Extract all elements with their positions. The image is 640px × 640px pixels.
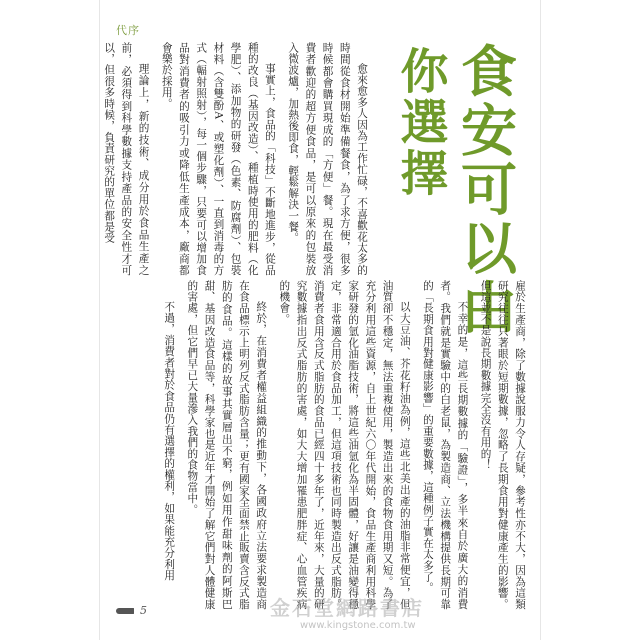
page-footer (116, 604, 147, 617)
paragraph: 愈來愈多人因為工作忙碌，不喜歡花太多的時間從食材開始準備餐食，為了求方便，很多時候都會購買現成的「方便」餐。現在最受消費者歡迎的超方便食品，是可以原來的包裝放入微波爐，加熱後即食，輕鬆解決一餐。 (287, 42, 368, 276)
watermark-url: www.kingstone.com.tw (300, 620, 416, 631)
paragraph: 理論上，新的技術、成分用於食品生產之前，必須得到科學數據支持產品的安全性才可以，但很多時候，負責研究的單位都是受 (103, 42, 150, 276)
title-line-1: 食安可以由 (452, 42, 517, 337)
paragraph: 事實上，食品的「科技」不斷地進步，從品種的改良（基因改造）、種植時使用的肥料（化學肥）、添加物的研發（色素、防腐劑）、包裝材料（含雙酚A、或塑化劑）、一直到消毒的方式（輻射照射），每一個步驟，只要可以增加食品對消費者的吸引力或降低生產成本，廠商都會樂於採用。 (160, 42, 276, 276)
paragraph: 雇於生產商，除了數據說服力令人存疑，參考性亦不大，因為這類研究往往只著眼於短期數據，忽略了長期食用對健康產生的影響。但這並不是說長期數據完全沒有用的！ (479, 280, 526, 610)
paragraph: 不幸的是，這些長期數據的「驗證」，多半來自於廣大的消費者。我們就是實驗中的白老鼠，為製造商、立法機構提供長期可靠的「長期食用對健康影響」的重要數據，這種例子實在太多了。 (421, 280, 469, 610)
paragraph: 以大豆油、芥花籽油為例，這些北美出產的油脂非常便宜，但油質卻不穩定，無法重複使用，製造出來的食物食用期又短。為了充分利用這些資源，自上世紀六〇年代開始，食品生產商利用科學家研發的氫化油脂技術，將這些油氫化為半固體，好讓是油變得穩定，非常適合用於食品加工，但這項技術也同時製造出反式脂肪。消費者食用含反式脂肪的食品已經四十多年了，近年來，大量的研究數據指出反式脂肪的害處，如大大增加罹患肥胖症、心血管疾病的機會。 (278, 280, 411, 610)
title-line-2: 你選擇 (392, 46, 448, 199)
spoon-icon (116, 608, 134, 614)
paragraph: 不過，消費者對於食品仍有選擇的權利，如果能充分利用 (163, 301, 176, 582)
section-label: 代序 (116, 24, 140, 37)
lower-text-block (118, 280, 528, 610)
upper-text-block (103, 42, 370, 276)
page-number: 5 (140, 604, 147, 617)
watermark-logo: 金石堂網路書店 (270, 596, 424, 620)
paragraph: 終於，在消費者權益組織的推動下，各國政府立法要求製造商在食品標示上明列反式脂肪含量；更有國家全面禁止販賣含反式脂肪的食品。這樣的故事其實層出不窮，例如用作甜味劑的阿斯巴甜、基因改造食品等，科學家也是近年才開始了解它們對人體健康的害處，但它們早已大量滲入我們的食物當中。 (186, 280, 268, 610)
